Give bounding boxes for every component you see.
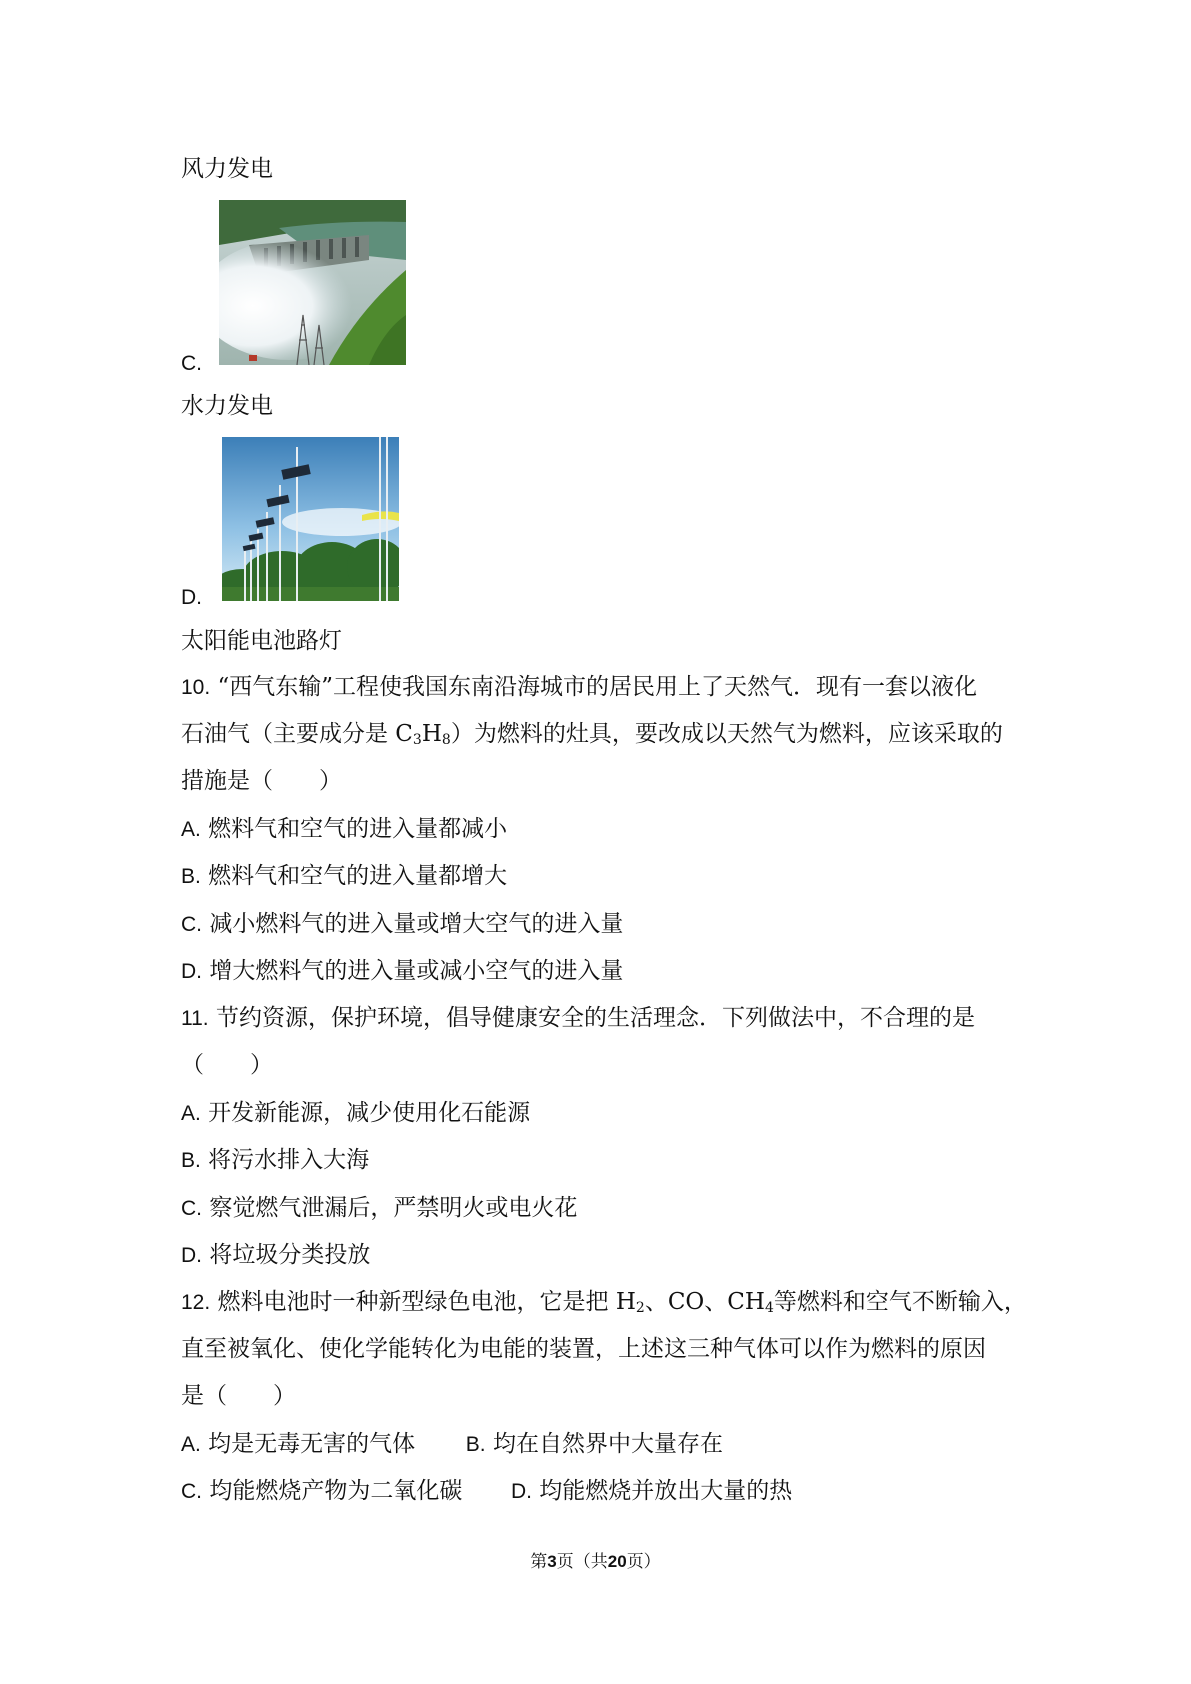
option-c-caption: 水力发电 <box>181 393 273 419</box>
current-page: 3 <box>547 1552 557 1571</box>
q12-option-c[interactable]: C. 均能燃烧产物为二氧化碳 <box>181 1478 463 1504</box>
q10-option-c[interactable]: C. 减小燃料气的进入量或增大空气的进入量 <box>181 911 624 937</box>
q10-option-d[interactable]: D. 增大燃料气的进入量或减小空气的进入量 <box>181 958 624 984</box>
option-d-label[interactable]: D. <box>181 586 202 609</box>
q12-option-a[interactable]: A. 均是无毒无害的气体 <box>181 1431 416 1457</box>
q10-option-b[interactable]: B. 燃料气和空气的进入量都增大 <box>181 863 508 889</box>
option-d-caption: 太阳能电池路灯 <box>181 628 342 654</box>
q12-number: 12. <box>181 1291 211 1314</box>
q11-option-c[interactable]: C. 察觉燃气泄漏后，严禁明火或电火花 <box>181 1195 578 1221</box>
q11-number: 11. <box>181 1007 209 1030</box>
hydro-dam-image <box>219 200 406 365</box>
q10-stem-line3: 措施是（ ） <box>181 768 342 794</box>
q10-option-a[interactable]: A. 燃料气和空气的进入量都减小 <box>181 816 508 842</box>
q12-stem-line3: 是（ ） <box>181 1383 296 1409</box>
page-footer: 第3页（共20页） <box>530 1552 661 1572</box>
q11-option-a[interactable]: A. 开发新能源，减少使用化石能源 <box>181 1100 531 1126</box>
q12-options-row1 <box>181 1429 723 1460</box>
q12-option-d[interactable]: D. 均能燃烧并放出大量的热 <box>510 1478 793 1504</box>
q10-stem-line1: 10. “西气东输”工程使我国东南沿海城市的居民用上了天然气．现有一套以液化 <box>181 674 978 700</box>
solar-streetlight-image <box>222 437 399 601</box>
q12-stem-line2: 直至被氧化、使化学能转化为电能的装置，上述这三种气体可以作为燃料的原因 <box>181 1336 986 1362</box>
q12-stem-line1: 12. 燃料电池时一种新型绿色电池，它是把 $H_2$、CO、$CH_4$等燃料和空气不断输入， <box>181 1289 1027 1316</box>
option-b-caption: 风力发电 <box>181 156 273 182</box>
q11-stem-line2: （ ） <box>181 1052 273 1078</box>
q11-option-d[interactable]: D. 将垃圾分类投放 <box>181 1242 371 1268</box>
q10-stem-line2: 石油气（主要成分是 $C_3H_8$）为燃料的灶具，要改成以天然气为燃料，应该采取的 <box>181 721 1003 748</box>
q11-stem-line1: 11. 节约资源，保护环境，倡导健康安全的生活理念．下列做法中，不合理的是 <box>181 1005 975 1031</box>
q12-options-row2 <box>181 1476 792 1507</box>
q11-option-b[interactable]: B. 将污水排入大海 <box>181 1147 370 1173</box>
option-c-label[interactable]: C. <box>181 352 202 375</box>
q12-option-b[interactable]: B. 均在自然界中大量存在 <box>465 1431 723 1457</box>
total-pages: 20 <box>607 1552 627 1571</box>
q10-number: 10. <box>181 676 211 699</box>
